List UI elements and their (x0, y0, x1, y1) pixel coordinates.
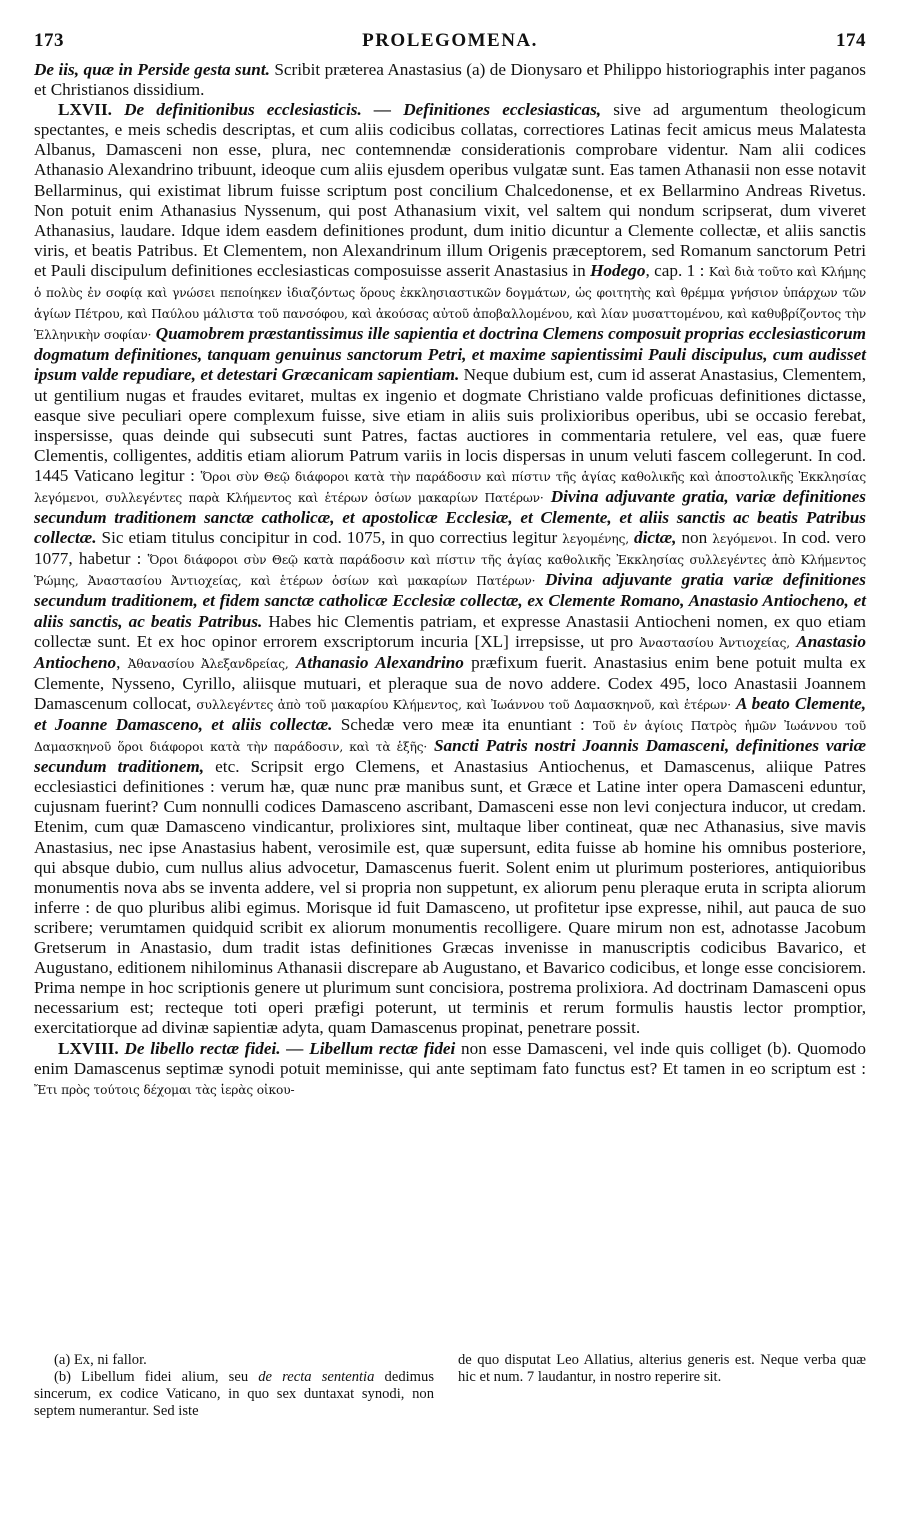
latin-translation: Sancti Patris nostri Joannis Damasceni, definitiones variæ secundum traditionem, (34, 736, 867, 777)
text-run: non (676, 528, 713, 548)
paragraph-continuation (34, 60, 866, 100)
footnote-marker: (a) (54, 1352, 71, 1368)
greek-quote: συλλεγέντες ἀπὸ τοῦ μακαρίου Κλήμεντος, καὶ Ἰωάννου τοῦ Δαμασκηνοῦ, καὶ ἑτέρων· (196, 697, 731, 712)
italic-phrase: Athanasio Alexandrino (288, 652, 464, 672)
greek-word: Ἀθανασίου Ἀλεξανδρείας, (127, 656, 289, 671)
footnote-text: Ex, ni fallor. (70, 1352, 147, 1368)
footnote-b (34, 1369, 434, 1420)
latin-translation: A beato Clemente, et Joanne Damasceno, et aliis collectæ. (34, 693, 867, 734)
section-title: De definitionibus ecclesiasticis. — Definitiones ecclesiasticas, (111, 100, 602, 120)
footnote-italic: de recta sententia (258, 1369, 375, 1385)
greek-quote: Ὅροι σὺν Θεῷ διάφοροι κατὰ τὴν παράδοσιν καὶ πίστιν τῆς ἁγίας καθολικῆς καὶ ἀποστολικῆς Ἐκκλησίας λεγόμενοι, συλλεγέντες παρὰ Κλήμεντος καὶ ἑτέρων ὁσίων μακαρίων Πατέρων· (34, 469, 866, 505)
greek-word: λεγόμενοι. (712, 532, 778, 547)
text-run: Sic etiam titulus concipitur in cod. 1075, in quo correctius legitur (96, 528, 563, 548)
text-run: sive ad argumentum theologicum spectantes, e meis schedis descriptas, et cum aliis codicibus collatas, correctiores Latinas fecit amicus meus Malatesta Albanus, Damasceni non esse, plura, nec contemnendæ considerationis comprobare videntur. Nam alii codices Athanasio Alexandrino tribuunt, ideoque cum aliis ejusdem operibus vulgatæ sunt. Eas tamen Athanasii non esse notavit Bellarminus, qui existimat librum fuisse scriptum post concilium Chalcedonense, et ex Bellarmino Andreas Rivetus. Non potuit enim Athanasius Nyssenum, qui post Athanasium vixit, vel saltem qui nondum scripserat, dum viveret Athanasius, laudare. Idque idem easdem definitiones produnt, dum initio dicuntur a Clemente collectæ, et aliis sanctis viris, et beatis Patribus. Et Clementem, non Alexandrinum illum Origenis præceptorem, sed Romanum sanctorum Petri et Pauli discipulum definitiones ecclesiasticas composuisse asserit Anastasius in (34, 100, 866, 280)
footnote-text: dedimus sincerum, ex codice Vaticano, in quo sex duntaxat synodi, non septem numerantur. Sed iste (34, 1369, 435, 1419)
footnotes (34, 1352, 866, 1420)
footnote-text: Libellum fidei alium, seu (71, 1369, 259, 1385)
latin-translation: Quamobrem præstantissimus ille sapientia et doctrina Clemens composuit proprias ecclesiasticorum dogmatum definitiones, tanquam genuinus sanctorum Petri, et maxime sapientissimi Pauli discipulus, cum audisset ipsum valde repudiare, et detestari Græcanicam sapientiam. (34, 324, 867, 385)
greek-word: λεγομένης, (562, 532, 629, 547)
text-run: etc. Scripsit ergo Clemens, et Anastasius Antiochenus, et Damascenus, aliique Patres ecclesiastici definitiones : verum hæ, quæ nunc præ manibus sunt, et Græce et Latine inter opera Damasceni eduntur, cujusnam fuerint? Cum nonnulli codices Damasceno ascribant, Damasceni esse non levi conjectura inducor, ut credam. Etenim, cum quæ Damasceno vindicantur, prolixiores sint, multaque liber contineat, quæ nec Athanasius, sive mavis Anastasius, nec ipse Anastasius habent, verosimile est, quæ supersunt, edita fuisse ab homine his omnibus posteriore, qui absque dubio, cum nullus alius advocetur, Damascenus fuerit. Solent enim ut plurimum posteriores, antiquioribus monumentis nova abs se inventa addere, vel si propria non suppetunt, ex aliorum penu pleraque eruta in scripta aliorum inferre : de quo pluribus alibi egimus. Morisque id fuit Damasceno, ut profitetur ipse expresse, nihil, aut pauca de suo scribere; verumtamen quidquid scribit ex aliorum monumentis recolligere. Quare mirum non est, adnotasse Jacobum Gretserum in Anastasio, dum tradit istas definitiones Græcas invenisse in manuscriptis codicibus Bavarico, et Augustano, editionem nihilominus Athanasii discrepare ab Augustano, et Bavarico codicibus, et longe esse concisiorem. Prima nempe in hoc scriptionis genere ut plurimum sunt concisiora, postrema prolixiora. Ad doctrinam Damasceni opus necessarium est; recteque toti operi præfigi poterunt, ut terminis et rerum formulis haustis lector promptior, exercitatiorque ad divinæ sapientiæ adyta, quam Damascenus propinat, penetrare possit. (34, 757, 866, 1038)
footnote-b-continuation: de quo disputat Leo Allatius, alterius generis est. Neque verba quæ hic et num. 7 laudantur, in nostro reperire sit. (458, 1352, 866, 1385)
greek-word: Ἀναστασίου Ἀντιοχείας, (639, 635, 790, 650)
main-text (34, 60, 866, 1100)
italic-word: Hodego (590, 260, 646, 280)
text-run: non esse Damasceni, vel inde quis colliget (b). Quomodo enim Damascenus septimæ synodi potuit meminisse, qui ante septimam fato functus est? Et tamen in eo scriptum est : (34, 1038, 866, 1078)
latin-translation: Divina adjuvante gratia variæ definitiones secundum traditionem, et fidem sanctæ catholicæ Ecclesiæ collectæ, ex Clemente Romano, Anastasio Antiocheno, et aliis sanctis, ac beatis Patribus. (34, 570, 866, 631)
greek-quote: Τοῦ ἐν ἁγίοις Πατρὸς ἡμῶν Ἰωάννου τοῦ Δαμασκηνοῦ ὅροι διάφοροι κατὰ τὴν παράδοσιν, καὶ τὰ ἑξῆς· (34, 719, 866, 755)
text-run: Scribit præterea Anastasius (a) de Dionysaro et Philippo historiographis inter paganos et Christianos dissidium. (34, 60, 866, 100)
italic-phrase: De iis, quæ in Perside gesta sunt. (34, 60, 270, 79)
footnote-marker: (b) (54, 1369, 72, 1385)
running-title: PROLEGOMENA. (362, 30, 538, 51)
running-head (34, 30, 866, 60)
text-run: Habes hic Clementis patriam, et expresse Anastasii Antiocheni nomen, ex quo etiam collectæ sunt. Et ex hoc opinor errorem exscriptorum incuria [XL] irrepsisse, ut pro (34, 611, 866, 651)
text-run: , (116, 652, 128, 672)
greek-quote: Ἔτι πρὸς τούτοις δέχομαι τὰς ἱερὰς οἰκου- (34, 1082, 295, 1097)
greek-quote: Καὶ διὰ τοῦτο καὶ Κλήμης ὁ πολὺς ἐν σοφίᾳ καὶ γνώσει πεποίηκεν ἰδιαζόντως ὅρους ἐκκλησιαστικῶν δογμάτων, ὡς φοιτητὴς καὶ θρέμμα γνήσιον ὑπάρχων τῶν ἁγίων Πέτρου, καὶ Παύλου μάλιστα τοῦ πανσόφου, καὶ ἀκούσας αὐτοῦ ἀποβαλλομένου, καὶ λίαν μυσαττομένου, καὶ καθυβρίζοντος τὴν Ἑλληνικὴν σοφίαν· (34, 264, 866, 343)
section-title: De libello rectæ fidei. — Libellum rectæ fidei (118, 1038, 456, 1058)
section-lxvii (34, 100, 866, 1038)
latin-translation: Divina adjuvante gratia, variæ definitiones secundum traditionem sanctæ catholicæ, et apostolicæ Ecclesiæ, et Clemente, et aliis sanctis ac beatis Patribus collectæ. (34, 486, 866, 548)
text-run: Schedæ vero meæ ita enuntiant : (332, 715, 594, 734)
footnote-a (34, 1352, 434, 1369)
section-number: LXVII. (58, 100, 112, 120)
text-run: præfixum fuerit. Anastasius enim bene potuit multa ex Clemente, Nysseno, Cyrillo, aliisque mutuari, et pleraque sua de novo addere. Codex 495, loco Anastasii Joannem Damascenum collocat, (34, 652, 866, 713)
page-number-left: 173 (34, 30, 64, 51)
footnote-column-left (34, 1352, 434, 1420)
italic-word: dictæ, (628, 528, 677, 548)
page (34, 30, 866, 1100)
text-run: , cap. 1 : (645, 260, 709, 280)
text-run: In cod. vero 1077, habetur : (34, 528, 866, 569)
text-run: Neque dubium est, cum id asserat Anastasius, Clementem, ut gentilium nugas et fraudes evitaret, multas ex ingenio et dogmate Christiano valde proficuas definitiones dictasse, easque sive peculiari opere complexum fuisse, sive etiam in aliis suis prolixioribus operibus, ubi se occasio ferebat, inspersisse, quas deinde qui subsecuti sunt Patres, factas auctiores in commentaria retulere, vel eas, quæ fuere Clementis, colligentes, additis etiam aliorum Patrum variis in locis dispersas in unum veluti fascem collegerunt. In cod. 1445 Vaticano legitur : (34, 365, 866, 485)
section-number: LXVIII. (58, 1038, 119, 1058)
italic-phrase: Anastasio Antiocheno (34, 631, 866, 672)
footnote-column-right (458, 1352, 866, 1420)
greek-quote: Ὅροι διάφοροι σὺν Θεῷ κατὰ παράδοσιν καὶ πίστιν τῆς ἁγίας καθολικῆς Ἐκκλησίας συλλεγέντες ἀπὸ Κλήμεντος Ῥώμης, Ἀναστασίου Ἀντιοχείας, καὶ ἑτέρων ὁσίων καὶ μακαρίων Πατέρων· (34, 553, 866, 589)
page-number-right: 174 (836, 30, 866, 51)
section-lxviii (34, 1039, 866, 1100)
